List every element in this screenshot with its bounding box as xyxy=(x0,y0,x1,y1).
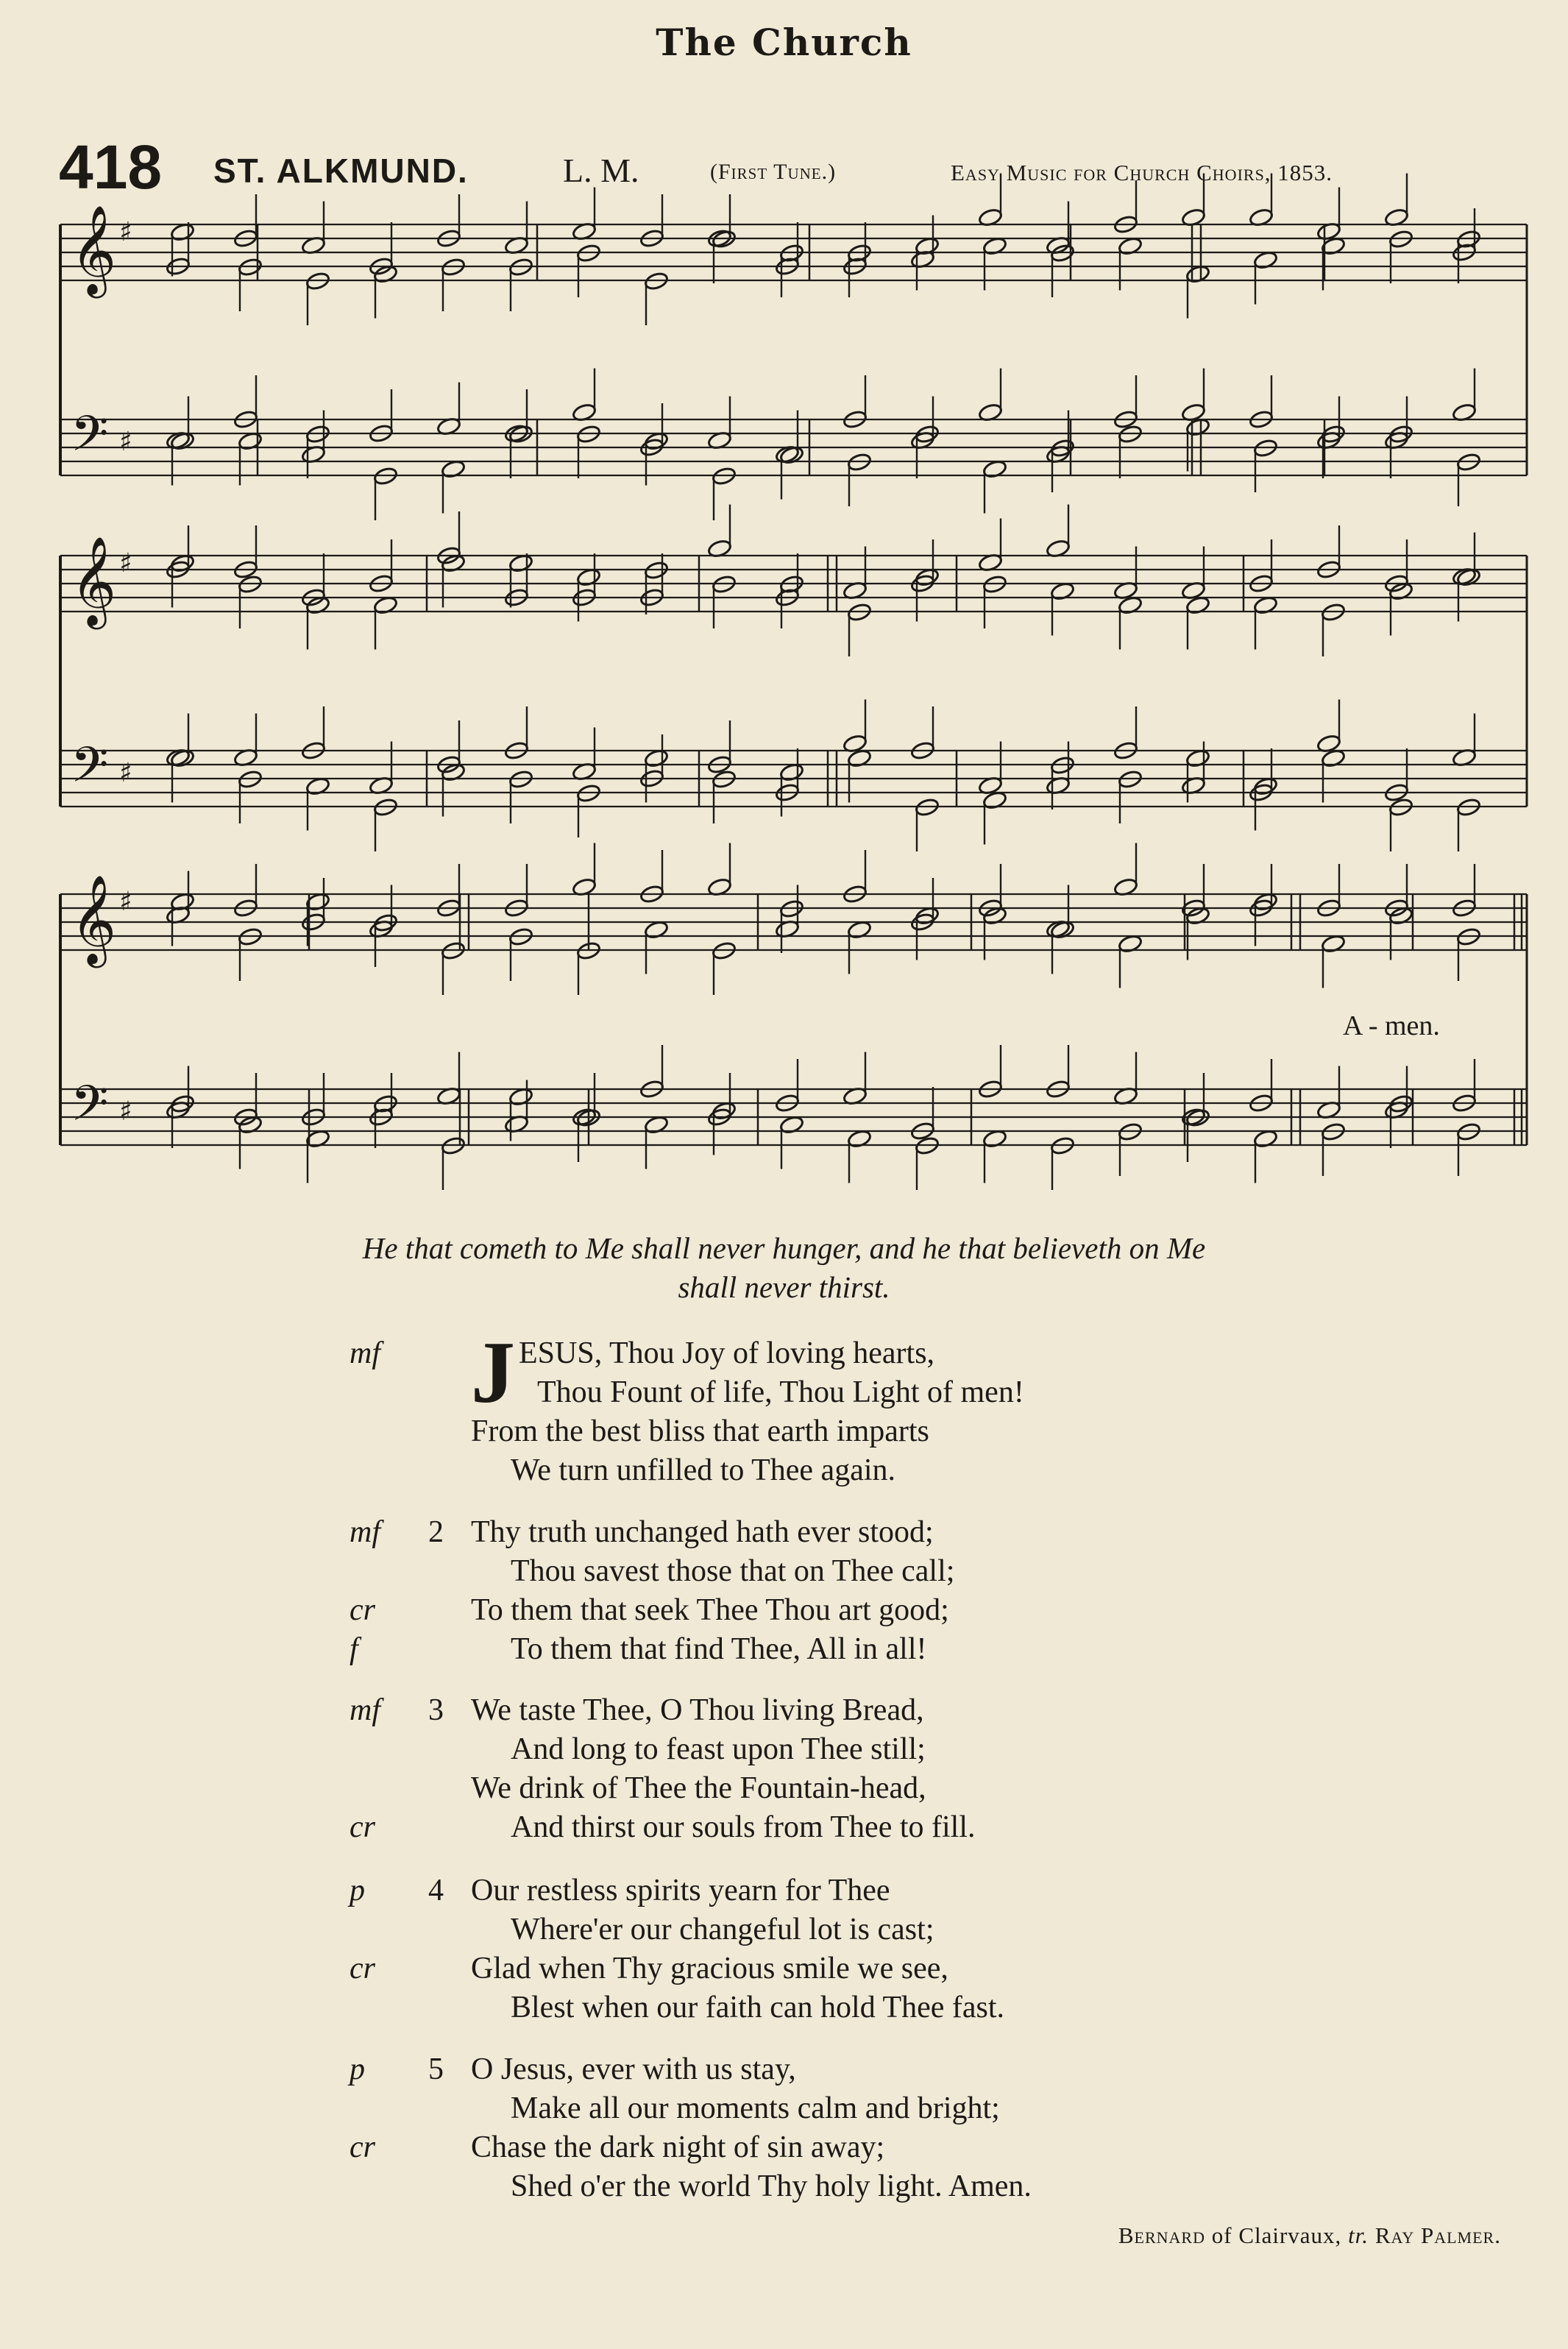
verse-line: We taste Thee, O Thou living Bread, xyxy=(471,1693,924,1727)
dynamic-mark: cr xyxy=(350,1593,375,1627)
dynamic-mark: mf xyxy=(350,1515,380,1549)
verse-line: Thou Fount of life, Thou Light of men! xyxy=(537,1375,1024,1409)
dynamic-mark: p xyxy=(350,2052,365,2086)
verse-number: 5 xyxy=(428,2052,444,2086)
epigraph-line-2: shall never thirst. xyxy=(678,1270,890,1304)
running-head: The Church xyxy=(656,21,912,64)
dynamic-mark: p xyxy=(350,1874,365,1907)
verse-line: ESUS, Thou Joy of loving hearts, xyxy=(519,1336,935,1370)
dynamic-mark: f xyxy=(350,1632,358,1666)
verse-line: Thou savest those that on Thee call; xyxy=(511,1554,955,1588)
verse-line: Chase the dark night of sin away; xyxy=(471,2130,885,2164)
tune-name: ST. ALKMUND. xyxy=(213,152,469,190)
treble-clef-icon: 𝄞 xyxy=(71,536,117,626)
drop-cap: J xyxy=(471,1323,515,1421)
attribution-author: Bernard xyxy=(1118,2222,1205,2248)
bass-clef-icon: 𝄢 xyxy=(71,405,109,474)
treble-clef-icon: 𝄞 xyxy=(71,205,117,294)
attribution-place: Clairvaux, xyxy=(1238,2222,1342,2248)
hymn-number: 418 xyxy=(59,132,163,202)
sharp-icon: ♯ xyxy=(119,217,132,247)
dynamic-mark: cr xyxy=(350,2130,375,2164)
sharp-icon: ♯ xyxy=(119,427,132,457)
verse-line: Thy truth unchanged hath ever stood; xyxy=(471,1515,934,1549)
sharp-icon: ♯ xyxy=(119,758,132,788)
verse-number: 4 xyxy=(428,1874,444,1907)
verse-line: From the best bliss that earth imparts xyxy=(471,1414,929,1448)
sharp-icon: ♯ xyxy=(119,548,132,578)
dynamic-mark: mf xyxy=(350,1336,380,1370)
tune-source: Easy Music for Church Choirs, 1853. xyxy=(951,160,1333,185)
verse-number: 3 xyxy=(428,1693,444,1727)
verse-line: We drink of Thee the Fountain-head, xyxy=(471,1771,926,1805)
epigraph xyxy=(147,1229,1421,1307)
attribution-of: of xyxy=(1211,2222,1232,2248)
verse-line: And long to feast upon Thee still; xyxy=(511,1732,926,1766)
verse-line: We turn unfilled to Thee again. xyxy=(511,1453,896,1487)
tune-meter: L. M. xyxy=(563,152,639,189)
sharp-icon: ♯ xyxy=(119,1096,132,1127)
attribution xyxy=(736,2222,1501,2249)
bass-clef-icon: 𝄢 xyxy=(71,737,109,805)
bass-clef-icon: 𝄢 xyxy=(71,1075,109,1144)
verse-line: Shed o'er the world Thy holy light. Amen. xyxy=(511,2169,1032,2203)
attribution-tr: tr. xyxy=(1348,2222,1369,2248)
verse-line: And thirst our souls from Thee to fill. xyxy=(511,1810,976,1844)
attribution-translator: Ray Palmer. xyxy=(1374,2222,1501,2248)
verse-line: Make all our moments calm and bright; xyxy=(511,2091,1000,2125)
verse-line: Our restless spirits yearn for Thee xyxy=(471,1874,890,1907)
verse-number: 2 xyxy=(428,1515,444,1549)
verse-line: To them that seek Thee Thou art good; xyxy=(471,1593,949,1627)
treble-clef-icon: 𝄞 xyxy=(71,874,117,964)
verse-line: Where'er our changeful lot is cast; xyxy=(511,1913,934,1946)
verse-line: O Jesus, ever with us stay, xyxy=(471,2052,796,2086)
epigraph-line-1: He that cometh to Me shall never hunger, and he that believeth on Me xyxy=(362,1231,1206,1265)
verse-line: Blest when our faith can hold Thee fast. xyxy=(511,1991,1005,2024)
sharp-icon: ♯ xyxy=(119,887,132,917)
tune-note: (First Tune.) xyxy=(710,160,837,184)
verse-line: Glad when Thy gracious smile we see, xyxy=(471,1952,948,1985)
amen-label: A - men. xyxy=(1343,1010,1440,1041)
dynamic-mark: cr xyxy=(350,1810,375,1844)
dynamic-mark: cr xyxy=(350,1952,375,1985)
verse-line: To them that find Thee, All in all! xyxy=(511,1632,927,1666)
dynamic-mark: mf xyxy=(350,1693,380,1727)
